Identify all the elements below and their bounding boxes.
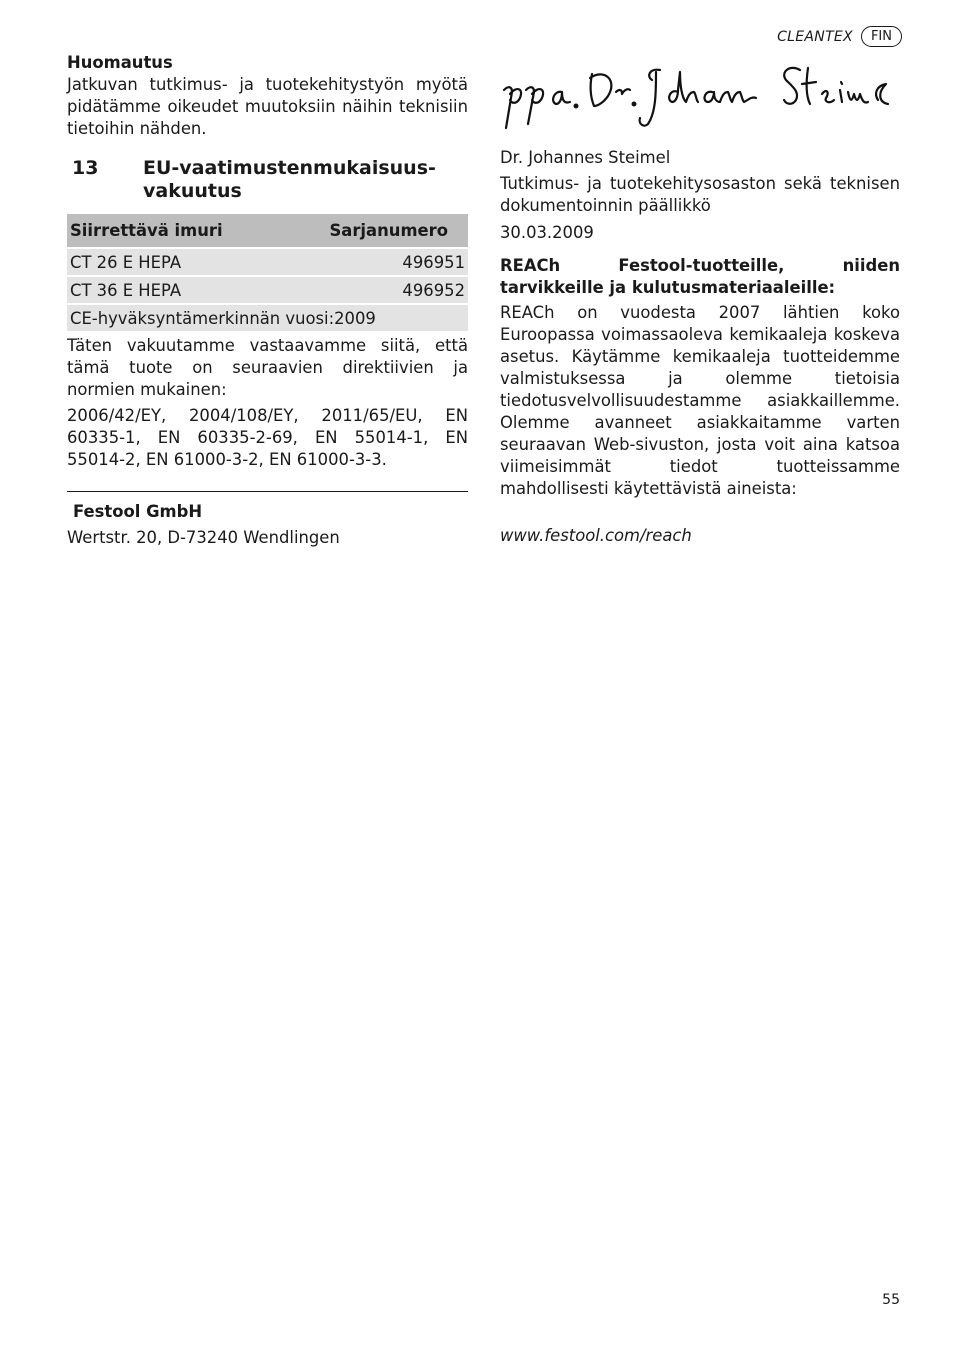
declaration-text: Täten vakuutamme vastaavamme siitä, että tämä tuote on seuraavien direktiivien ja normien mukainen: <box>67 336 468 399</box>
table-header-row <box>67 214 468 248</box>
section-heading <box>67 157 468 203</box>
reach-title: REACh Festool-tuotteille, niiden tarvikkeille ja kulutusmateriaaleille: <box>500 256 900 297</box>
standards-text: 2006/42/EY, 2004/108/EY, 2011/65/EU, EN 60335-1, EN 60335-2-69, EN 55014-1, EN 55014-2, EN 61000-3-2, EN 61000-3-3. <box>67 406 468 469</box>
divider <box>67 491 468 492</box>
section-number: 13 <box>72 157 99 179</box>
model-cell: CT 36 E HEPA <box>67 276 279 304</box>
table-row <box>67 276 468 304</box>
serial-cell: 496951 <box>279 248 468 276</box>
page-header <box>777 26 902 47</box>
product-name: CLEANTEX <box>777 28 853 45</box>
company-address: Wertstr. 20, D-73240 Wendlingen <box>67 528 340 547</box>
serial-cell: 496952 <box>279 276 468 304</box>
column-header-serial: Sarjanumero <box>279 214 468 248</box>
section-title <box>143 157 436 203</box>
ce-year-cell: CE-hyväksyntämerkinnän vuosi:2009 <box>67 304 468 331</box>
reach-url: www.festool.com/reach <box>500 526 692 545</box>
signature <box>500 62 900 134</box>
table-row <box>67 304 468 331</box>
note-text: Jatkuvan tutkimus- ja tuotekehitystyön myötä pidätämme oikeudet muutoksiin näihin teknisiin tietoihin nähden. <box>67 75 468 138</box>
signatory-role: Tutkimus- ja tuotekehitysosaston sekä teknisen dokumentoinnin päällikkö <box>500 174 900 215</box>
company-name: Festool GmbH <box>73 502 203 521</box>
reach-text: REACh on vuodesta 2007 lähtien koko Euroopassa voimassaoleva kemikaaleja koskeva asetus. Käytämme kemikaaleja tuotteidemme valmistuksessa ja olemme tietoisia tiedotusvelvollisuudestamme asiakkaillemme. Olemme avanneet asiakkaitamme varten seuraavan Web-sivuston, josta voit aina katsoa viimeisimmät tiedot tuotteissamme mahdollisesti käytettävistä aineista: <box>500 303 900 498</box>
signature-date: 30.03.2009 <box>500 223 594 242</box>
section-title-line2: vakuutus <box>143 180 242 202</box>
note-title: Huomautus <box>67 53 173 72</box>
left-column <box>67 52 468 549</box>
product-table <box>67 214 468 331</box>
column-header-model: Siirrettävä imuri <box>67 214 279 248</box>
language-badge: FIN <box>861 26 902 47</box>
model-cell: CT 26 E HEPA <box>67 248 279 276</box>
section-title-line1: EU-vaatimustenmukaisuus- <box>143 157 436 179</box>
page-number: 55 <box>882 1292 900 1308</box>
signatory-name: Dr. Johannes Steimel <box>500 148 671 167</box>
table-row <box>67 248 468 276</box>
